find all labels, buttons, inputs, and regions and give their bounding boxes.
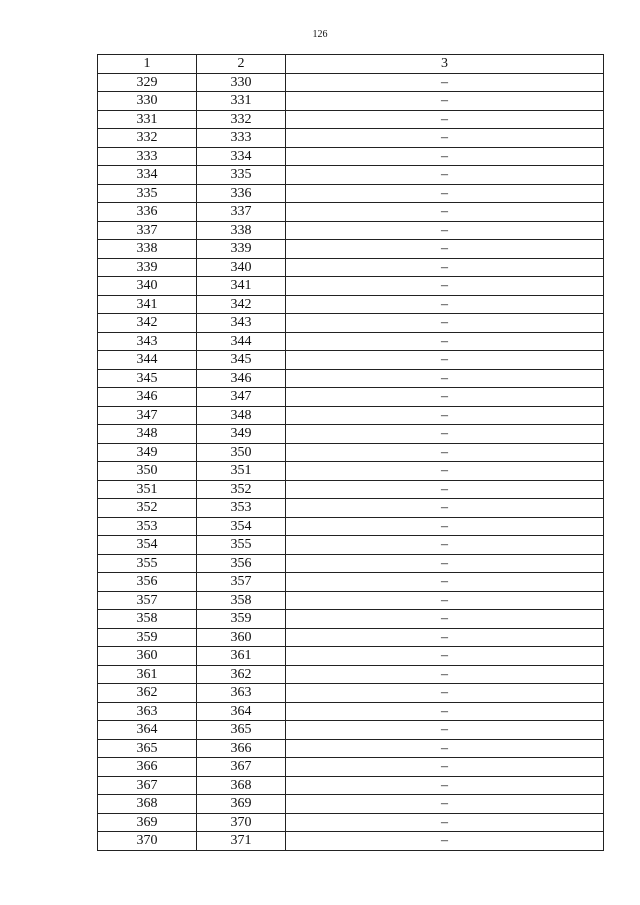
table-cell-col-3: – bbox=[286, 813, 604, 832]
column-header-3: 3 bbox=[286, 55, 604, 74]
table-cell-col-3: – bbox=[286, 573, 604, 592]
table-row bbox=[98, 277, 604, 296]
table-row bbox=[98, 166, 604, 185]
table-cell-col-3: – bbox=[286, 536, 604, 555]
table-cell-col-2: 354 bbox=[197, 517, 286, 536]
table-row bbox=[98, 739, 604, 758]
table-cell-col-1: 356 bbox=[98, 573, 197, 592]
table-cell-col-3: – bbox=[286, 406, 604, 425]
table-cell-col-2: 336 bbox=[197, 184, 286, 203]
table-cell-col-1: 342 bbox=[98, 314, 197, 333]
table-cell-col-1: 333 bbox=[98, 147, 197, 166]
table-row bbox=[98, 758, 604, 777]
table-cell-col-3: – bbox=[286, 92, 604, 111]
table-row bbox=[98, 92, 604, 111]
table-cell-col-2: 333 bbox=[197, 129, 286, 148]
table-row bbox=[98, 221, 604, 240]
table-cell-col-1: 354 bbox=[98, 536, 197, 555]
table-cell-col-3: – bbox=[286, 203, 604, 222]
table-cell-col-3: – bbox=[286, 832, 604, 851]
table-cell-col-1: 358 bbox=[98, 610, 197, 629]
table-cell-col-3: – bbox=[286, 129, 604, 148]
table-cell-col-3: – bbox=[286, 166, 604, 185]
table-cell-col-3: – bbox=[286, 721, 604, 740]
table-row bbox=[98, 295, 604, 314]
table-row bbox=[98, 388, 604, 407]
table-cell-col-3: – bbox=[286, 517, 604, 536]
table-cell-col-1: 330 bbox=[98, 92, 197, 111]
table-row bbox=[98, 702, 604, 721]
table-cell-col-3: – bbox=[286, 277, 604, 296]
table-row bbox=[98, 536, 604, 555]
table-row bbox=[98, 203, 604, 222]
table-cell-col-2: 368 bbox=[197, 776, 286, 795]
table-cell-col-1: 331 bbox=[98, 110, 197, 129]
table-cell-col-2: 364 bbox=[197, 702, 286, 721]
table-cell-col-2: 330 bbox=[197, 73, 286, 92]
table-cell-col-3: – bbox=[286, 776, 604, 795]
table-row bbox=[98, 184, 604, 203]
table-row bbox=[98, 258, 604, 277]
table-row bbox=[98, 813, 604, 832]
table-cell-col-1: 353 bbox=[98, 517, 197, 536]
table-row bbox=[98, 351, 604, 370]
table-cell-col-3: – bbox=[286, 110, 604, 129]
table-cell-col-1: 361 bbox=[98, 665, 197, 684]
table-cell-col-3: – bbox=[286, 684, 604, 703]
table-cell-col-3: – bbox=[286, 332, 604, 351]
table-cell-col-2: 371 bbox=[197, 832, 286, 851]
table-row bbox=[98, 147, 604, 166]
table-cell-col-2: 358 bbox=[197, 591, 286, 610]
table-cell-col-2: 337 bbox=[197, 203, 286, 222]
table-row bbox=[98, 795, 604, 814]
header-row bbox=[98, 55, 604, 74]
table-row bbox=[98, 73, 604, 92]
table-cell-col-3: – bbox=[286, 443, 604, 462]
table-cell-col-1: 362 bbox=[98, 684, 197, 703]
table-cell-col-3: – bbox=[286, 184, 604, 203]
table-cell-col-3: – bbox=[286, 388, 604, 407]
table-cell-col-1: 365 bbox=[98, 739, 197, 758]
table-cell-col-1: 329 bbox=[98, 73, 197, 92]
page-number: 126 bbox=[312, 29, 328, 40]
table-cell-col-3: – bbox=[286, 221, 604, 240]
table-cell-col-1: 352 bbox=[98, 499, 197, 518]
table-cell-col-1: 367 bbox=[98, 776, 197, 795]
table-cell-col-1: 351 bbox=[98, 480, 197, 499]
table-cell-col-2: 363 bbox=[197, 684, 286, 703]
table-cell-col-2: 342 bbox=[197, 295, 286, 314]
table-cell-col-2: 348 bbox=[197, 406, 286, 425]
table-cell-col-3: – bbox=[286, 702, 604, 721]
table-cell-col-3: – bbox=[286, 369, 604, 388]
table-row bbox=[98, 665, 604, 684]
table-cell-col-3: – bbox=[286, 295, 604, 314]
table-header bbox=[98, 55, 604, 74]
table-cell-col-3: – bbox=[286, 314, 604, 333]
table-row bbox=[98, 573, 604, 592]
table-cell-col-1: 349 bbox=[98, 443, 197, 462]
table-row bbox=[98, 332, 604, 351]
table-cell-col-2: 356 bbox=[197, 554, 286, 573]
table-row bbox=[98, 721, 604, 740]
table-cell-col-1: 348 bbox=[98, 425, 197, 444]
table-row bbox=[98, 776, 604, 795]
table-cell-col-1: 363 bbox=[98, 702, 197, 721]
table-cell-col-1: 370 bbox=[98, 832, 197, 851]
table-cell-col-1: 355 bbox=[98, 554, 197, 573]
table-cell-col-2: 338 bbox=[197, 221, 286, 240]
table-cell-col-1: 340 bbox=[98, 277, 197, 296]
table-cell-col-3: – bbox=[286, 480, 604, 499]
table-cell-col-3: – bbox=[286, 240, 604, 259]
table-cell-col-2: 343 bbox=[197, 314, 286, 333]
table-cell-col-2: 365 bbox=[197, 721, 286, 740]
table-row bbox=[98, 684, 604, 703]
table-row bbox=[98, 129, 604, 148]
column-header-1: 1 bbox=[98, 55, 197, 74]
table-row bbox=[98, 314, 604, 333]
table-cell-col-2: 366 bbox=[197, 739, 286, 758]
table-cell-col-1: 368 bbox=[98, 795, 197, 814]
table-cell-col-1: 366 bbox=[98, 758, 197, 777]
table-cell-col-3: – bbox=[286, 73, 604, 92]
table-cell-col-1: 346 bbox=[98, 388, 197, 407]
table-cell-col-2: 350 bbox=[197, 443, 286, 462]
data-table bbox=[97, 54, 604, 851]
table-cell-col-1: 339 bbox=[98, 258, 197, 277]
table-cell-col-1: 369 bbox=[98, 813, 197, 832]
table-cell-col-3: – bbox=[286, 591, 604, 610]
table-cell-col-2: 347 bbox=[197, 388, 286, 407]
table-cell-col-1: 337 bbox=[98, 221, 197, 240]
table-cell-col-2: 357 bbox=[197, 573, 286, 592]
table-row bbox=[98, 443, 604, 462]
table-cell-col-1: 338 bbox=[98, 240, 197, 259]
table-cell-col-1: 344 bbox=[98, 351, 197, 370]
table-cell-col-1: 364 bbox=[98, 721, 197, 740]
table-cell-col-2: 361 bbox=[197, 647, 286, 666]
table-cell-col-2: 345 bbox=[197, 351, 286, 370]
table-row bbox=[98, 369, 604, 388]
table-cell-col-2: 344 bbox=[197, 332, 286, 351]
table-cell-col-2: 351 bbox=[197, 462, 286, 481]
table-cell-col-1: 336 bbox=[98, 203, 197, 222]
table-cell-col-3: – bbox=[286, 647, 604, 666]
table-row bbox=[98, 462, 604, 481]
table-row bbox=[98, 425, 604, 444]
table-cell-col-1: 335 bbox=[98, 184, 197, 203]
table-cell-col-3: – bbox=[286, 758, 604, 777]
table-cell-col-2: 362 bbox=[197, 665, 286, 684]
table-cell-col-2: 349 bbox=[197, 425, 286, 444]
table-cell-col-2: 335 bbox=[197, 166, 286, 185]
table-row bbox=[98, 832, 604, 851]
table-cell-col-3: – bbox=[286, 739, 604, 758]
table-row bbox=[98, 517, 604, 536]
table-row bbox=[98, 480, 604, 499]
table-row bbox=[98, 406, 604, 425]
table-cell-col-3: – bbox=[286, 462, 604, 481]
table-cell-col-2: 339 bbox=[197, 240, 286, 259]
table-cell-col-2: 353 bbox=[197, 499, 286, 518]
table-cell-col-1: 343 bbox=[98, 332, 197, 351]
table-cell-col-3: – bbox=[286, 795, 604, 814]
table-row bbox=[98, 610, 604, 629]
table-cell-col-3: – bbox=[286, 665, 604, 684]
table-cell-col-1: 332 bbox=[98, 129, 197, 148]
table-cell-col-3: – bbox=[286, 610, 604, 629]
table-cell-col-2: 367 bbox=[197, 758, 286, 777]
table-row bbox=[98, 628, 604, 647]
table-cell-col-1: 347 bbox=[98, 406, 197, 425]
table-cell-col-2: 340 bbox=[197, 258, 286, 277]
table-cell-col-1: 341 bbox=[98, 295, 197, 314]
table-cell-col-2: 369 bbox=[197, 795, 286, 814]
table-cell-col-2: 346 bbox=[197, 369, 286, 388]
column-header-2: 2 bbox=[197, 55, 286, 74]
table-row bbox=[98, 110, 604, 129]
table-cell-col-3: – bbox=[286, 499, 604, 518]
table-cell-col-3: – bbox=[286, 554, 604, 573]
table-cell-col-2: 341 bbox=[197, 277, 286, 296]
table-row bbox=[98, 554, 604, 573]
table-row bbox=[98, 591, 604, 610]
table-cell-col-2: 332 bbox=[197, 110, 286, 129]
table-cell-col-2: 360 bbox=[197, 628, 286, 647]
table-cell-col-2: 359 bbox=[197, 610, 286, 629]
data-table-container bbox=[97, 54, 603, 851]
table-cell-col-3: – bbox=[286, 351, 604, 370]
table-row bbox=[98, 647, 604, 666]
table-cell-col-2: 370 bbox=[197, 813, 286, 832]
table-cell-col-3: – bbox=[286, 258, 604, 277]
table-cell-col-2: 331 bbox=[197, 92, 286, 111]
table-cell-col-3: – bbox=[286, 628, 604, 647]
table-cell-col-1: 350 bbox=[98, 462, 197, 481]
table-row bbox=[98, 499, 604, 518]
table-body bbox=[98, 73, 604, 850]
table-cell-col-1: 357 bbox=[98, 591, 197, 610]
table-cell-col-1: 334 bbox=[98, 166, 197, 185]
table-cell-col-1: 345 bbox=[98, 369, 197, 388]
table-cell-col-1: 360 bbox=[98, 647, 197, 666]
table-cell-col-1: 359 bbox=[98, 628, 197, 647]
table-cell-col-3: – bbox=[286, 425, 604, 444]
table-cell-col-3: – bbox=[286, 147, 604, 166]
table-cell-col-2: 352 bbox=[197, 480, 286, 499]
table-row bbox=[98, 240, 604, 259]
table-cell-col-2: 334 bbox=[197, 147, 286, 166]
table-cell-col-2: 355 bbox=[197, 536, 286, 555]
